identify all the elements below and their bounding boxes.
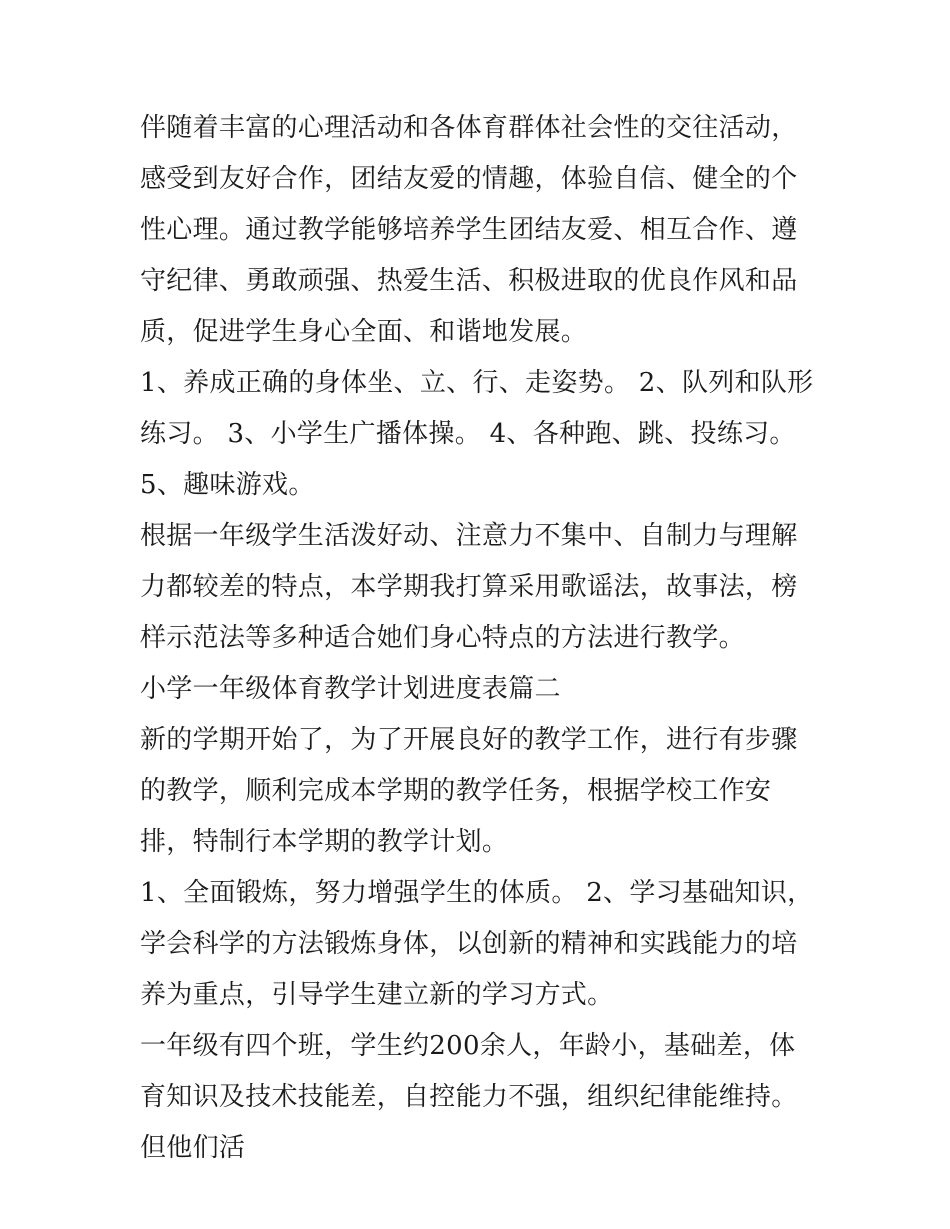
paragraph-intro-goals: 伴随着丰富的心理活动和各体育群体社会性的交往活动，感受到友好合作，团结友爱的情趣，体验自信、健全的个性心理。通过教学能够培养学生团结友爱、相互合作、遵守纪律、勇敢顽强、热爱生活、积极进取的优良作风和品质，促进学生身心全面、和谐地发展。: [140, 113, 798, 347]
paragraph-content-list-2: 1、全面锻炼，努力增强学生的体质。 2、学习基础知识，学会科学的方法锻炼身体，以创新的精神和实践能力的培养为重点，引导学生建立新的学习方式。: [140, 878, 814, 1010]
document-body: [140, 103, 820, 1174]
paragraph-teaching-methods: 根据一年级学生活泼好动、注意力不集中、自制力与理解力都较差的特点，本学期我打算采用歌谣法，故事法，榜样示范法等多种适合她们身心特点的方法进行教学。: [140, 521, 798, 653]
paragraph-new-semester: 新的学期开始了，为了开展良好的教学工作，进行有步骤的教学，顺利完成本学期的教学任务，根据学校工作安排，特制行本学期的教学计划。: [140, 725, 798, 857]
paragraph-content-list-1: 1、养成正确的身体坐、立、行、走姿势。 2、队列和队形练习。 3、小学生广播体操。 4、各种跑、跳、投练习。 5、趣味游戏。: [140, 368, 814, 500]
paragraph-class-situation: 一年级有四个班，学生约200余人，年龄小，基础差，体育知识及技术技能差，自控能力不强，组织纪律能维持。但他们活: [140, 1031, 798, 1163]
section-heading: 小学一年级体育教学计划进度表篇二: [140, 674, 561, 704]
